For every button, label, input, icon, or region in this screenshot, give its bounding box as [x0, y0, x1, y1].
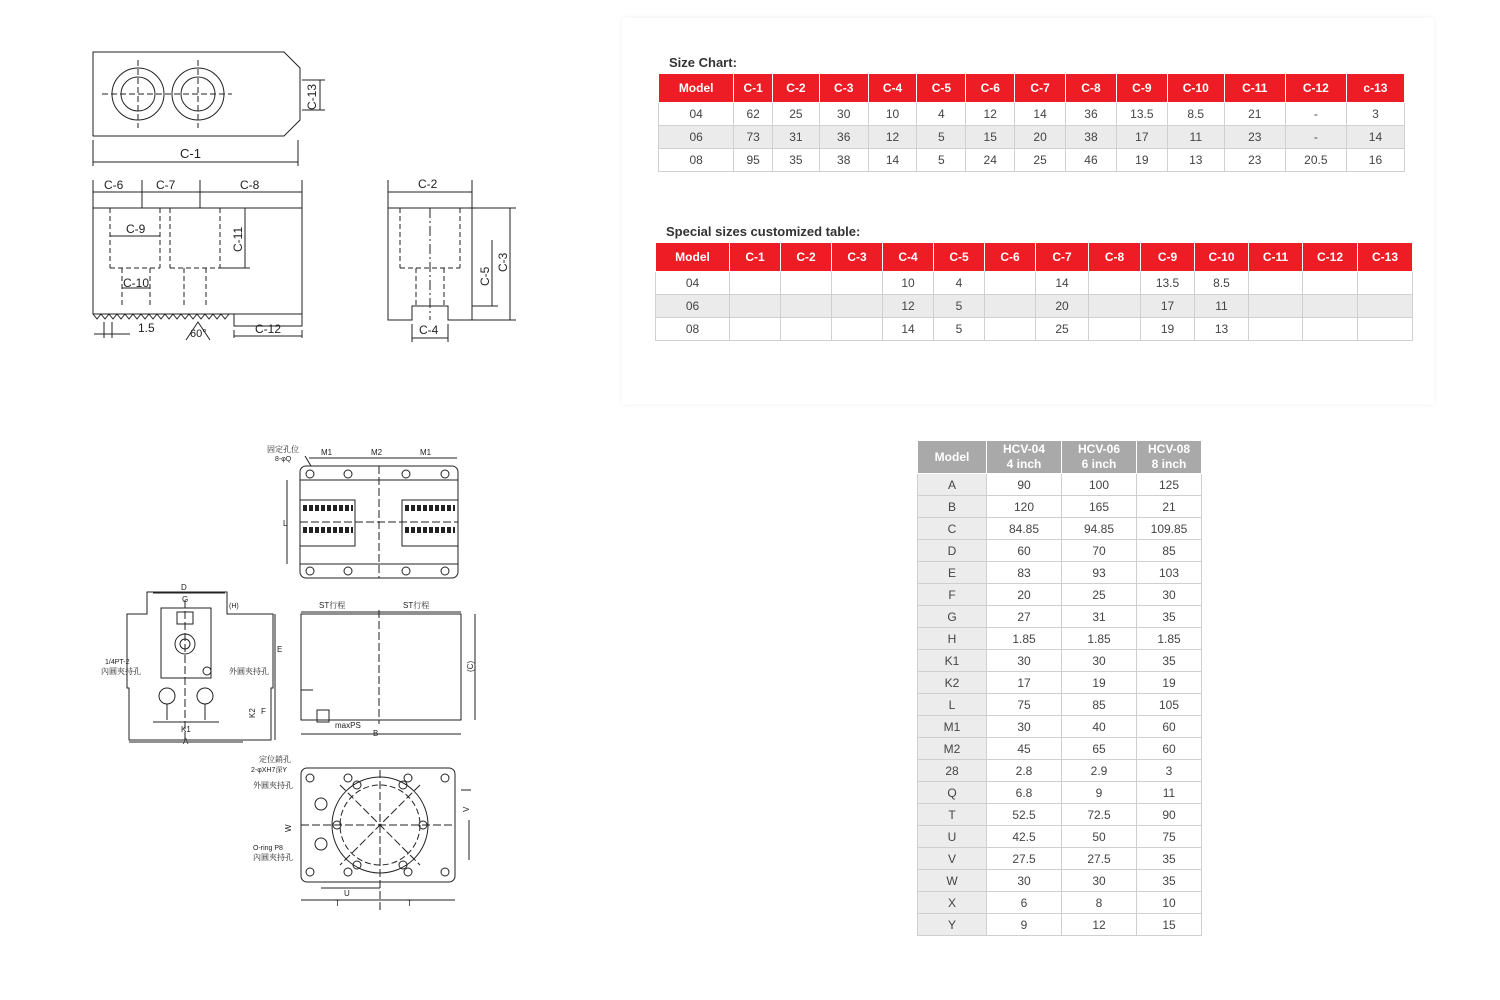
table-cell: - — [1285, 126, 1346, 149]
table-cell — [781, 318, 832, 341]
table-cell: 11 — [1195, 295, 1249, 318]
table-row — [659, 126, 1405, 149]
table-cell: - — [1285, 103, 1346, 126]
m1-right-label: M1 — [420, 448, 432, 457]
table-row — [918, 628, 1202, 650]
table-cell: 14 — [883, 318, 934, 341]
table-cell: 95 — [734, 149, 773, 172]
table-cell: 2.9 — [1062, 760, 1137, 782]
table-cell — [1249, 272, 1303, 295]
table-cell: 25 — [1036, 318, 1089, 341]
e-label: E — [277, 645, 283, 654]
dim-1-5-label: 1.5 — [138, 321, 155, 335]
header-cell: C-3 — [832, 243, 883, 272]
table-cell: 25 — [1062, 584, 1137, 606]
table-cell: 19 — [1137, 672, 1202, 694]
table-cell: 31 — [772, 126, 819, 149]
m1-left-label: M1 — [321, 448, 333, 457]
table-cell: 12 — [966, 103, 1015, 126]
header-cell: Model — [659, 74, 734, 103]
table-cell: 5 — [934, 318, 985, 341]
table-cell: 21 — [1137, 496, 1202, 518]
table-cell: A — [918, 474, 987, 496]
table-cell: 125 — [1137, 474, 1202, 496]
header-cell: C-7 — [1015, 74, 1066, 103]
table-cell: 62 — [734, 103, 773, 126]
table-cell: K1 — [918, 650, 987, 672]
table-cell: 17 — [987, 672, 1062, 694]
table-row — [918, 826, 1202, 848]
table-cell: 06 — [659, 126, 734, 149]
w-label: W — [284, 824, 293, 832]
table-cell: 15 — [966, 126, 1015, 149]
table-cell: D — [918, 540, 987, 562]
table-cell: 19 — [1141, 318, 1195, 341]
dim-c6-label: C-6 — [104, 178, 124, 192]
table-cell: 36 — [1066, 103, 1117, 126]
table-row — [918, 474, 1202, 496]
dim-c11-label: C-11 — [231, 226, 245, 252]
m2-label: M2 — [371, 448, 383, 457]
header-cell: C-5 — [934, 243, 985, 272]
table-cell: 5 — [917, 149, 966, 172]
table-cell: 90 — [987, 474, 1062, 496]
angle-60-label: 60° — [190, 328, 207, 340]
table-row — [918, 716, 1202, 738]
table-cell: H — [918, 628, 987, 650]
size-chart-title: Size Chart: — [669, 55, 737, 70]
table-cell: 10 — [1137, 892, 1202, 914]
table-cell: 120 — [987, 496, 1062, 518]
header-label: Model — [934, 449, 970, 464]
table-cell: 24 — [966, 149, 1015, 172]
st-travel-left-label: ST行程 — [319, 601, 346, 610]
table-cell: 36 — [819, 126, 868, 149]
table-cell: 27 — [987, 606, 1062, 628]
table-cell: 27.5 — [987, 848, 1062, 870]
table-cell: 8.5 — [1195, 272, 1249, 295]
table-cell — [1089, 318, 1141, 341]
c-label: (C) — [466, 660, 475, 672]
header-cell: C-11 — [1224, 74, 1285, 103]
table-row — [918, 738, 1202, 760]
table-cell: B — [918, 496, 987, 518]
table-row — [918, 650, 1202, 672]
table-cell: 2.8 — [987, 760, 1062, 782]
table-cell — [985, 295, 1036, 318]
max-ps-label: maxPS — [335, 721, 361, 730]
table-cell: 60 — [1137, 738, 1202, 760]
table-cell: 21 — [1224, 103, 1285, 126]
table-cell: 1.85 — [1062, 628, 1137, 650]
table-cell: 40 — [1062, 716, 1137, 738]
table-cell — [1358, 272, 1413, 295]
header-cell: C-3 — [819, 74, 868, 103]
dim-c2-label: C-2 — [418, 177, 438, 191]
header-cell: C-2 — [772, 74, 819, 103]
header-label: HCV-08 — [1147, 442, 1191, 456]
table-row — [918, 606, 1202, 628]
table-cell: 17 — [1141, 295, 1195, 318]
special-sizes-table — [655, 242, 1413, 341]
table-cell: 04 — [656, 272, 730, 295]
table-cell — [781, 272, 832, 295]
u-label: U — [344, 889, 350, 898]
inner-hole-label: 內圓夾持孔 — [101, 667, 141, 676]
table-cell: 11 — [1167, 126, 1224, 149]
table-cell: 8 — [1062, 892, 1137, 914]
k1-label: K1 — [181, 725, 191, 734]
table-cell: F — [918, 584, 987, 606]
table-row — [918, 848, 1202, 870]
table-cell — [1089, 272, 1141, 295]
table-row — [918, 870, 1202, 892]
table-cell: 165 — [1062, 496, 1137, 518]
table-row — [656, 318, 1413, 341]
b-label: B — [373, 729, 379, 738]
table-cell: 14 — [1036, 272, 1089, 295]
table-cell: 23 — [1224, 149, 1285, 172]
l-label: L — [283, 519, 288, 528]
table-cell: 20.5 — [1285, 149, 1346, 172]
table-cell: 35 — [1137, 870, 1202, 892]
table-cell: 1.85 — [987, 628, 1062, 650]
table-cell: G — [918, 606, 987, 628]
table-row — [918, 562, 1202, 584]
table-cell: 103 — [1137, 562, 1202, 584]
table-cell: 30 — [1062, 650, 1137, 672]
table-cell — [1303, 272, 1358, 295]
table-cell — [1358, 318, 1413, 341]
table-row — [659, 149, 1405, 172]
table-cell: 75 — [1137, 826, 1202, 848]
table-row — [918, 804, 1202, 826]
pos-hole-label: 定位銷孔 — [259, 755, 291, 764]
table-cell — [1358, 295, 1413, 318]
table-cell: 60 — [1137, 716, 1202, 738]
table-cell: 28 — [918, 760, 987, 782]
table-cell: 17 — [1116, 126, 1167, 149]
table-cell: 100 — [1062, 474, 1137, 496]
table-cell: 9 — [987, 914, 1062, 936]
d-label: D — [181, 583, 187, 592]
special-chart-header-row — [656, 243, 1413, 272]
table-row — [918, 760, 1202, 782]
outer-hole-label: 外圓夾持孔 — [229, 667, 269, 676]
table-cell: 65 — [1062, 738, 1137, 760]
table-cell: 11 — [1137, 782, 1202, 804]
pos-hole-spec-label: 2-φXH7深Y — [251, 767, 288, 774]
table-cell — [832, 318, 883, 341]
table-cell: T — [918, 804, 987, 826]
table-cell: 08 — [659, 149, 734, 172]
table-cell: W — [918, 870, 987, 892]
table-cell — [1303, 318, 1358, 341]
table-cell: 12 — [1062, 914, 1137, 936]
v-label: V — [462, 806, 471, 812]
table-cell: C — [918, 518, 987, 540]
header-cell: C-8 — [1066, 74, 1117, 103]
table-cell: 23 — [1224, 126, 1285, 149]
table-cell: 90 — [1137, 804, 1202, 826]
pt-label: 1/4PT-2 — [105, 659, 130, 666]
table-cell: 45 — [987, 738, 1062, 760]
table-cell: 08 — [656, 318, 730, 341]
table-cell: 20 — [1015, 126, 1066, 149]
table-cell: 14 — [1346, 126, 1404, 149]
table-cell: 42.5 — [987, 826, 1062, 848]
table-row — [918, 914, 1202, 936]
table-cell — [1089, 295, 1141, 318]
dim-c13-label: C-13 — [305, 83, 319, 110]
table-cell — [832, 295, 883, 318]
table-cell: 84.85 — [987, 518, 1062, 540]
vise-dimension-drawing — [95, 440, 495, 910]
jaw-dimension-drawing — [80, 40, 530, 370]
st-travel-right-label: ST行程 — [403, 601, 430, 610]
header-cell: C-4 — [883, 243, 934, 272]
table-row — [656, 272, 1413, 295]
table-cell: 93 — [1062, 562, 1137, 584]
size-chart-header-row — [659, 74, 1405, 103]
table-cell — [730, 318, 781, 341]
table-cell: 20 — [1036, 295, 1089, 318]
table-cell: 15 — [1137, 914, 1202, 936]
table-row — [918, 496, 1202, 518]
table-cell: 13 — [1167, 149, 1224, 172]
table-cell: 30 — [1137, 584, 1202, 606]
table-cell: 19 — [1062, 672, 1137, 694]
table-cell: 75 — [987, 694, 1062, 716]
table-row — [918, 518, 1202, 540]
table-row — [918, 782, 1202, 804]
fix-hole-label: 固定孔位 — [267, 445, 299, 454]
table-cell: 5 — [917, 126, 966, 149]
dim-c8-label: C-8 — [240, 178, 260, 192]
header-cell: C-9 — [1116, 74, 1167, 103]
table-cell — [1249, 295, 1303, 318]
g-label: G — [182, 595, 189, 604]
header-cell: C-11 — [1249, 243, 1303, 272]
table-cell: 3 — [1346, 103, 1404, 126]
header-cell: C-12 — [1303, 243, 1358, 272]
table-cell: V — [918, 848, 987, 870]
table-cell: 70 — [1062, 540, 1137, 562]
table-cell: 46 — [1066, 149, 1117, 172]
table-row — [659, 103, 1405, 126]
table-cell: M2 — [918, 738, 987, 760]
table-cell: 6 — [987, 892, 1062, 914]
table-cell: 31 — [1062, 606, 1137, 628]
table-cell: 73 — [734, 126, 773, 149]
table-cell: 52.5 — [987, 804, 1062, 826]
table-cell: 38 — [1066, 126, 1117, 149]
table-cell: 19 — [1116, 149, 1167, 172]
header-label: HCV-06 — [1077, 442, 1121, 456]
k2-label: K2 — [248, 708, 257, 718]
header-cell: Model — [656, 243, 730, 272]
table-cell: U — [918, 826, 987, 848]
table-cell: 38 — [819, 149, 868, 172]
header-sub: 8 inch — [1151, 457, 1187, 471]
special-chart-title: Special sizes customized table: — [666, 224, 861, 239]
table-cell: 30 — [987, 716, 1062, 738]
table-cell: 35 — [1137, 650, 1202, 672]
header-cell: C-9 — [1141, 243, 1195, 272]
table-row — [918, 540, 1202, 562]
table-cell: 25 — [772, 103, 819, 126]
table-cell: 16 — [1346, 149, 1404, 172]
table-cell: 9 — [1062, 782, 1137, 804]
table-cell: 13.5 — [1141, 272, 1195, 295]
header-sub: 6 inch — [1081, 457, 1117, 471]
table-cell: 10 — [868, 103, 917, 126]
table-cell: 35 — [1137, 848, 1202, 870]
table-cell: 35 — [1137, 606, 1202, 628]
size-chart-table — [658, 73, 1405, 172]
table-cell: 04 — [659, 103, 734, 126]
table-cell: 30 — [1062, 870, 1137, 892]
hcv-dimension-table — [917, 440, 1202, 936]
table-cell: 25 — [1015, 149, 1066, 172]
table-cell: 85 — [1062, 694, 1137, 716]
table-cell: Q — [918, 782, 987, 804]
table-cell: 14 — [868, 149, 917, 172]
oring-label: O-ring P8 — [253, 845, 283, 852]
table-cell: 6.8 — [987, 782, 1062, 804]
f-label: F — [261, 707, 266, 716]
table-cell: 27.5 — [1062, 848, 1137, 870]
header-cell: C-10 — [1167, 74, 1224, 103]
dim-c5-label: C-5 — [478, 266, 492, 286]
header-cell — [918, 441, 987, 474]
table-row — [918, 584, 1202, 606]
table-cell: 06 — [656, 295, 730, 318]
table-cell: M1 — [918, 716, 987, 738]
table-cell: 30 — [819, 103, 868, 126]
header-cell: c-13 — [1346, 74, 1404, 103]
table-cell: 72.5 — [1062, 804, 1137, 826]
header-cell: C-7 — [1036, 243, 1089, 272]
table-cell: X — [918, 892, 987, 914]
table-cell: 83 — [987, 562, 1062, 584]
table-cell: 4 — [934, 272, 985, 295]
dim-c1-label: C-1 — [180, 146, 201, 161]
table-cell — [985, 272, 1036, 295]
dim-c9-label: C-9 — [126, 222, 146, 236]
table-cell: 4 — [917, 103, 966, 126]
table-cell: L — [918, 694, 987, 716]
table-cell: 13 — [1195, 318, 1249, 341]
table-cell: 50 — [1062, 826, 1137, 848]
header-sub: 4 inch — [1006, 457, 1042, 471]
dim-c4-label: C-4 — [419, 323, 439, 337]
fix-hole-spec-label: 8-φQ — [275, 456, 292, 463]
inner-hole-label-bottom: 內圓夾持孔 — [253, 853, 293, 862]
table-cell: 85 — [1137, 540, 1202, 562]
table-row — [918, 892, 1202, 914]
table-cell: 105 — [1137, 694, 1202, 716]
table-cell — [1249, 318, 1303, 341]
table-cell — [985, 318, 1036, 341]
header-cell: C-2 — [781, 243, 832, 272]
table-cell: 5 — [934, 295, 985, 318]
table-row — [918, 672, 1202, 694]
table-cell: 30 — [987, 870, 1062, 892]
table-cell — [1303, 295, 1358, 318]
table-cell: 12 — [868, 126, 917, 149]
table-cell — [730, 295, 781, 318]
table-cell: 14 — [1015, 103, 1066, 126]
table-cell: K2 — [918, 672, 987, 694]
table-cell — [781, 295, 832, 318]
header-cell: C-4 — [868, 74, 917, 103]
header-cell: C-8 — [1089, 243, 1141, 272]
t-left-label: T — [335, 899, 340, 908]
dim-c10-label: C-10 — [123, 276, 150, 290]
table-cell — [832, 272, 883, 295]
table-cell: 12 — [883, 295, 934, 318]
t-right-label: T — [407, 899, 412, 908]
dim-c12-label: C-12 — [255, 322, 282, 336]
h-label: (H) — [229, 603, 239, 610]
dim-c7-label: C-7 — [156, 178, 176, 192]
header-label: HCV-04 — [1002, 442, 1046, 456]
table-cell: 1.85 — [1137, 628, 1202, 650]
header-cell — [1062, 441, 1137, 474]
table-cell: 60 — [987, 540, 1062, 562]
a-label: A — [183, 737, 189, 746]
header-cell: C-5 — [917, 74, 966, 103]
header-cell — [1137, 441, 1202, 474]
table-cell: Y — [918, 914, 987, 936]
header-cell: C-13 — [1358, 243, 1413, 272]
table-cell: 94.85 — [1062, 518, 1137, 540]
header-cell: C-1 — [730, 243, 781, 272]
outer-hole-label-bottom: 外圓夾持孔 — [253, 781, 293, 790]
table-cell: 30 — [987, 650, 1062, 672]
table-row — [656, 295, 1413, 318]
table-cell: E — [918, 562, 987, 584]
table-cell: 35 — [772, 149, 819, 172]
table-cell: 13.5 — [1116, 103, 1167, 126]
table-cell: 20 — [987, 584, 1062, 606]
header-cell — [987, 441, 1062, 474]
table-cell — [730, 272, 781, 295]
header-cell: C-1 — [734, 74, 773, 103]
header-cell: C-6 — [985, 243, 1036, 272]
table-cell: 3 — [1137, 760, 1202, 782]
table-cell: 10 — [883, 272, 934, 295]
header-cell: C-6 — [966, 74, 1015, 103]
table-row — [918, 694, 1202, 716]
header-cell: C-10 — [1195, 243, 1249, 272]
table-cell: 109.85 — [1137, 518, 1202, 540]
header-cell: C-12 — [1285, 74, 1346, 103]
hcv-header-row — [918, 441, 1202, 474]
table-cell: 8.5 — [1167, 103, 1224, 126]
dim-c3-label: C-3 — [496, 252, 510, 272]
